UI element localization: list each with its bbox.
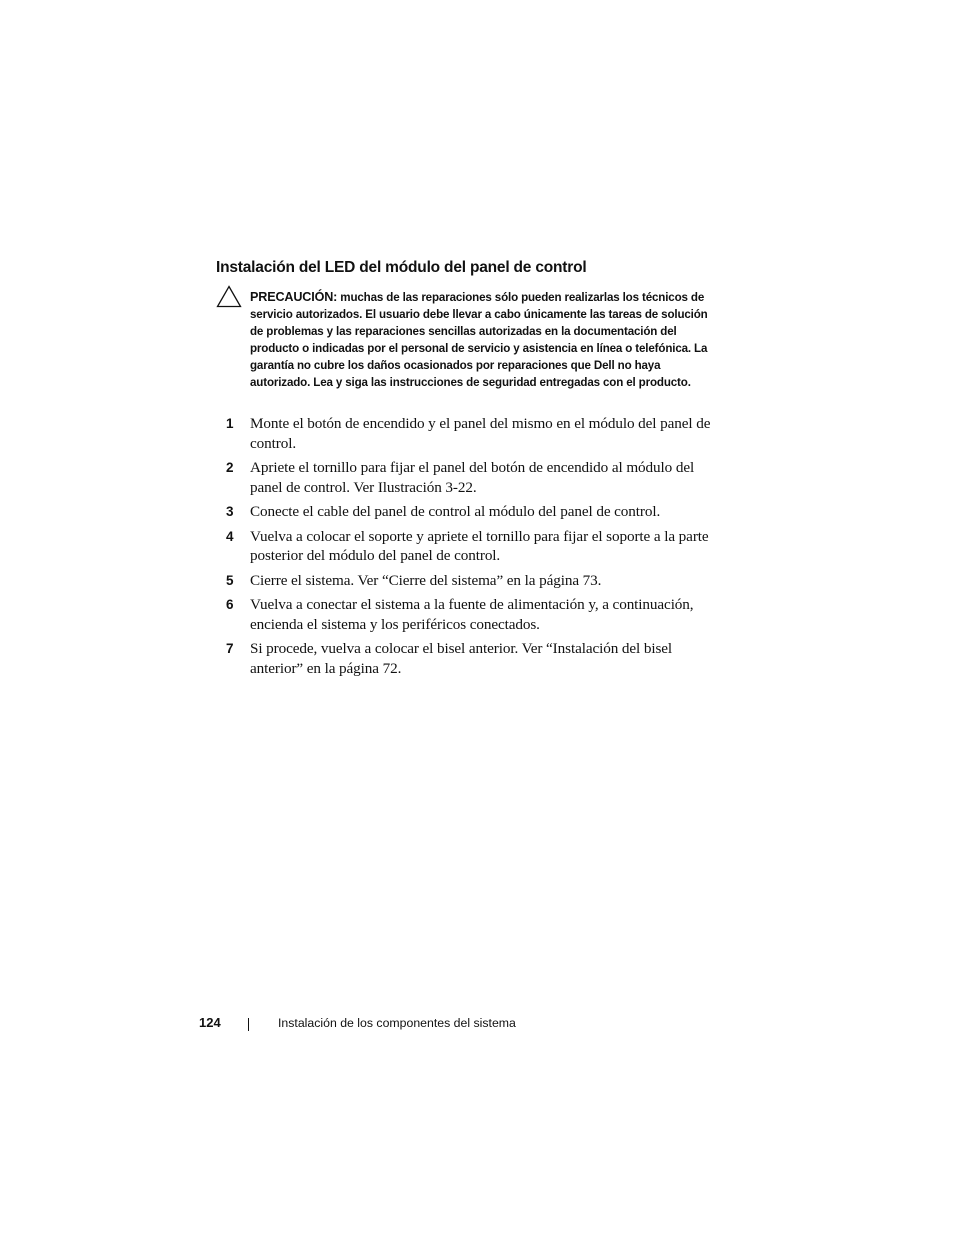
list-item — [226, 639, 726, 678]
footer-divider — [248, 1018, 249, 1031]
page-footer — [199, 1015, 699, 1035]
step-text: Monte el botón de encendido y el panel del mismo en el módulo del panel de control. — [250, 415, 711, 452]
footer-chapter-title: Instalación de los componentes del sistema — [278, 1016, 516, 1030]
step-text: Si procede, vuelva a colocar el bisel anterior. Ver “Instalación del bisel anterior” en la página 72. — [250, 640, 673, 677]
warning-triangle-icon — [216, 285, 242, 308]
list-item — [226, 595, 726, 634]
step-text: Vuelva a conectar el sistema a la fuente de alimentación y, a continuación, encienda el sistema y los periféricos conectados. — [250, 596, 694, 633]
step-text: Cierre el sistema. Ver “Cierre del sistema” en la página 73. — [250, 571, 602, 589]
step-number: 5 — [226, 572, 234, 588]
section-heading: Instalación del LED del módulo del panel de control — [216, 259, 587, 276]
caution-text: muchas de las reparaciones sólo pueden realizarlas los técnicos de servicio autorizados. El usuario debe llevar a cabo únicamente las tareas de solución de problemas y las reparaciones sencillas autorizadas en la documentación del producto o indicadas por el personal de servicio y asistencia en línea o telefónica. La garantía no cubre los daños ocasionados por reparaciones que Dell no haya autorizado. Lea y siga las instrucciones de seguridad entregadas con el producto. — [250, 291, 708, 390]
step-number: 2 — [226, 460, 234, 475]
list-item — [226, 527, 726, 566]
list-item — [226, 502, 726, 522]
list-item — [226, 458, 726, 497]
step-number: 3 — [226, 504, 234, 519]
step-number: 6 — [226, 597, 234, 612]
step-number: 7 — [226, 641, 234, 656]
step-text: Apriete el tornillo para fijar el panel del botón de encendido al módulo del panel de control. Ver Ilustración 3-22. — [250, 459, 695, 496]
step-number: 4 — [226, 528, 234, 544]
caution-label: PRECAUCIÓN: — [250, 290, 338, 304]
step-number: 1 — [226, 416, 234, 431]
page-number: 124 — [199, 1015, 221, 1030]
list-item — [226, 571, 726, 591]
step-text: Conecte el cable del panel de control al módulo del panel de control. — [250, 503, 661, 520]
list-item — [226, 414, 726, 453]
steps-list — [226, 414, 726, 683]
step-text: Vuelva a colocar el soporte y apriete el tornillo para fijar el soporte a la parte posterior del módulo del panel de control. — [250, 527, 709, 564]
caution-note — [250, 289, 720, 392]
